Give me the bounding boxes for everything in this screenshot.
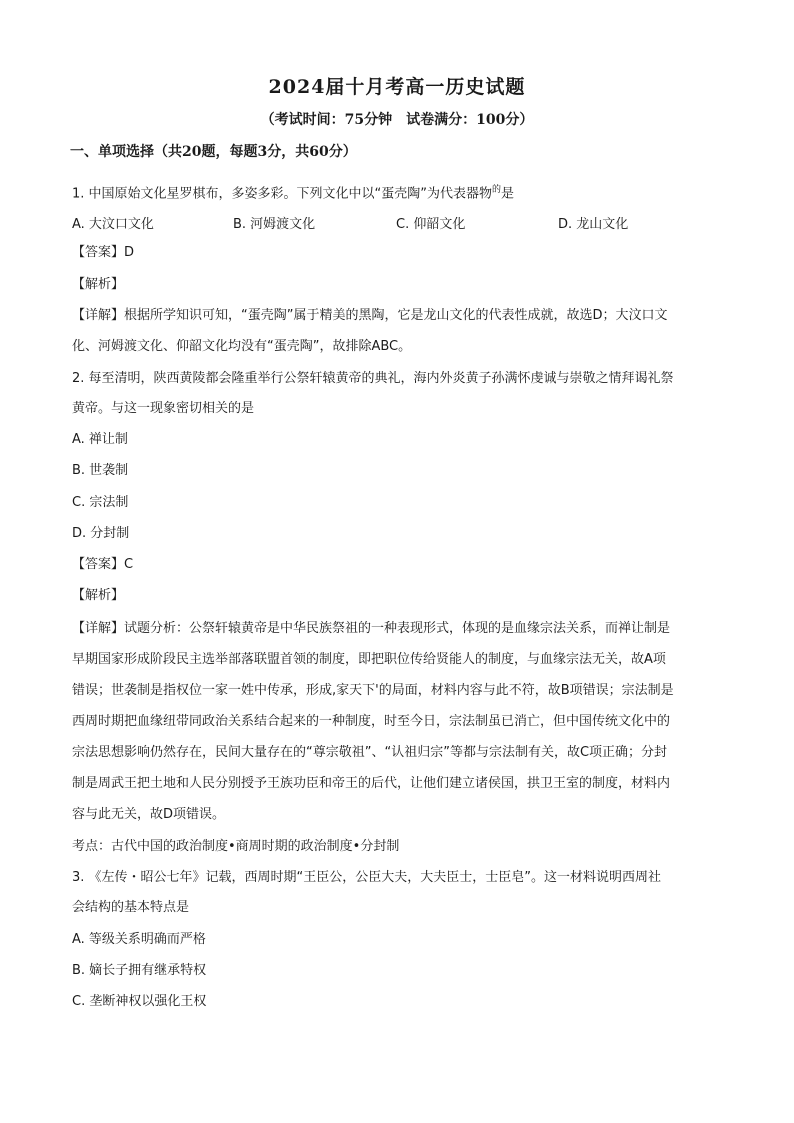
q1-options [72, 213, 732, 231]
q3-stem-line: 3. 《左传・昭公七年》记载，西周时期“王臣公，公臣大夫，大夫臣士，士臣皂”。这一材料说明西周社 [72, 870, 662, 885]
section-heading: 一、单项选择（共20题，每题3分，共60分） [70, 144, 357, 160]
q3-option-b: B. 嫡长子拥有继承特权 [72, 963, 207, 978]
q2-stem-line: 黄帝。与这一现象密切相关的是 [72, 401, 255, 416]
q1-stem [72, 181, 514, 203]
q1-stem-text: 1. 中国原始文化星罗棋布，多姿多彩。下列文化中以“蛋壳陶”为代表器物 [72, 186, 493, 202]
q1-option-c: C. 仰韶文化 [396, 217, 466, 232]
q2-detail-line: 西周时期把血缘纽带同政治关系结合起来的一种制度，时至今日，宗法制虽已消亡，但中国传统文化中的 [72, 714, 671, 729]
q1-detail-line: 化、河姆渡文化、仰韶文化均没有“蛋壳陶”，故排除ABC。 [72, 339, 412, 354]
q1-option-d: D. 龙山文化 [558, 217, 629, 232]
q1-option-b: B. 河姆渡文化 [233, 217, 316, 232]
q2-answer: 【答案】C [72, 557, 134, 572]
q1-stem-sup: 的 [492, 185, 502, 195]
q2-detail-line: 容与此无关，故D项错误。 [72, 807, 226, 822]
q3-stem-line: 会结构的基本特点是 [72, 900, 190, 915]
q2-option-a: A. 禅让制 [72, 432, 128, 447]
q2-detail-line: 制是周武王把土地和人民分别授予王族功臣和帝王的后代，让他们建立诸侯国，拱卫王室的制度，材料内 [72, 776, 671, 791]
q2-stem-line: 2. 每至清明，陕西黄陵都会隆重举行公祭轩辕黄帝的典礼，海内外炎黄子孙满怀虔诚与崇敬之情拜谒礼祭 [72, 371, 674, 386]
q2-analysis: 【解析】 [72, 588, 125, 603]
q2-detail-line: 【详解】试题分析：公祭轩辕黄帝是中华民族祭祖的一种表现形式，体现的是血缘宗法关系，而禅让制是 [72, 621, 671, 636]
q2-option-c: C. 宗法制 [72, 495, 129, 510]
q1-analysis: 【解析】 [72, 277, 125, 292]
page-title: 2024届十月考高一历史试题 [268, 76, 526, 98]
q1-answer: 【答案】D [72, 245, 135, 260]
exam-info: （考试时间：75分钟 试卷满分：100分） [260, 112, 534, 128]
q2-option-b: B. 世袭制 [72, 463, 129, 478]
q2-detail-line: 早期国家形成阶段民主选举部落联盟首领的制度，即把职位传给贤能人的制度，与血缘宗法无关，故A项 [72, 652, 666, 667]
q2-detail-line: 宗法思想影响仍然存在，民间大量存在的“尊宗敬祖”、“认祖归宗”等都与宗法制有关，故C项正确；分封 [72, 745, 668, 760]
q2-point: 考点：古代中国的政治制度•商周时期的政治制度•分封制 [72, 839, 400, 854]
q2-detail-line: 错误；世袭制是指权位一家一姓中传承，形成,家天下'的局面，材料内容与此不符，故B项错误；宗法制是 [72, 683, 674, 698]
q3-option-c: C. 垄断神权以强化王权 [72, 994, 207, 1009]
q2-option-d: D. 分封制 [72, 526, 130, 541]
q1-option-a: A. 大汶口文化 [72, 217, 154, 232]
q1-stem-end: 是 [501, 186, 515, 202]
q1-detail-line: 【详解】根据所学知识可知，“蛋壳陶”属于精美的黑陶，它是龙山文化的代表性成就，故选D；大汶口文 [72, 308, 668, 323]
q3-option-a: A. 等级关系明确而严格 [72, 932, 206, 947]
